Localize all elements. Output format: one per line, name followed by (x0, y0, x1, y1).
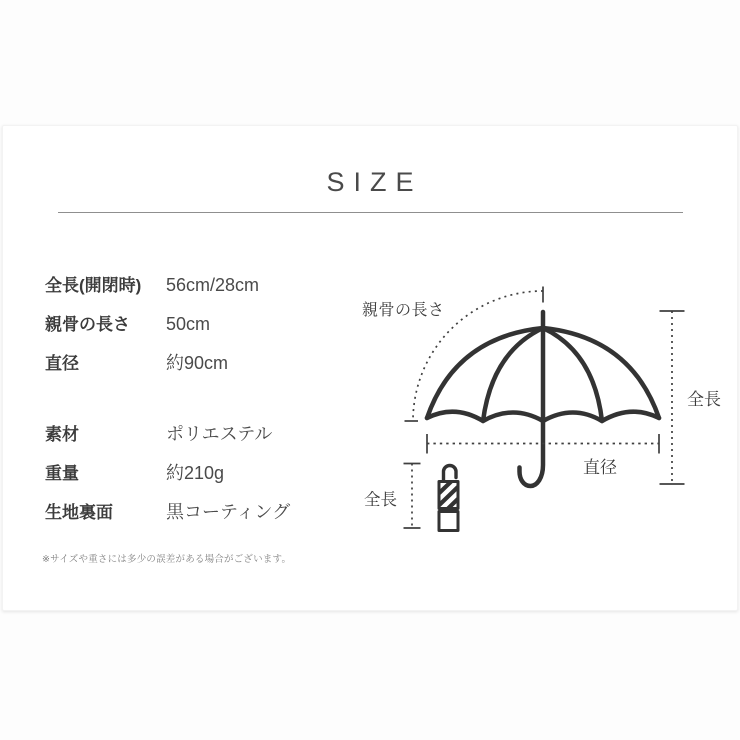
folded-umbrella-icon (431, 465, 462, 530)
spec-label: 生地裏面 (45, 503, 113, 522)
spec-value: 約90cm (166, 353, 229, 373)
open-umbrella-icon (427, 312, 659, 486)
page-title: SIZE (326, 167, 423, 197)
spec-value: 50cm (166, 314, 211, 334)
spec-value: 約210g (166, 463, 225, 483)
folded-umbrella-bottom-section (439, 512, 458, 531)
spec-label: 直径 (45, 354, 79, 373)
folded-umbrella-hook (444, 465, 457, 481)
rib-length-label: 親骨の長さ (362, 302, 445, 319)
spec-label: 親骨の長さ (45, 315, 130, 334)
spec-label: 素材 (45, 425, 79, 444)
total-length-closed-label: 全長 (364, 491, 397, 509)
total-length-open-dimension (660, 311, 685, 484)
total-length-closed-dimension (404, 464, 421, 529)
total-length-open-label: 全長 (687, 390, 721, 409)
spec-label: 全長(開閉時) (45, 276, 142, 295)
spec-value: ポリエステル (166, 424, 273, 444)
spec-label: 重量 (45, 464, 79, 483)
spec-value: 56cm/28cm (166, 275, 260, 295)
disclaimer-note: ※サイズや重さには多少の誤差がある場合がございます。 (42, 554, 292, 565)
spec-value: 黒コーティング (166, 502, 291, 522)
diameter-label: 直径 (583, 458, 617, 477)
